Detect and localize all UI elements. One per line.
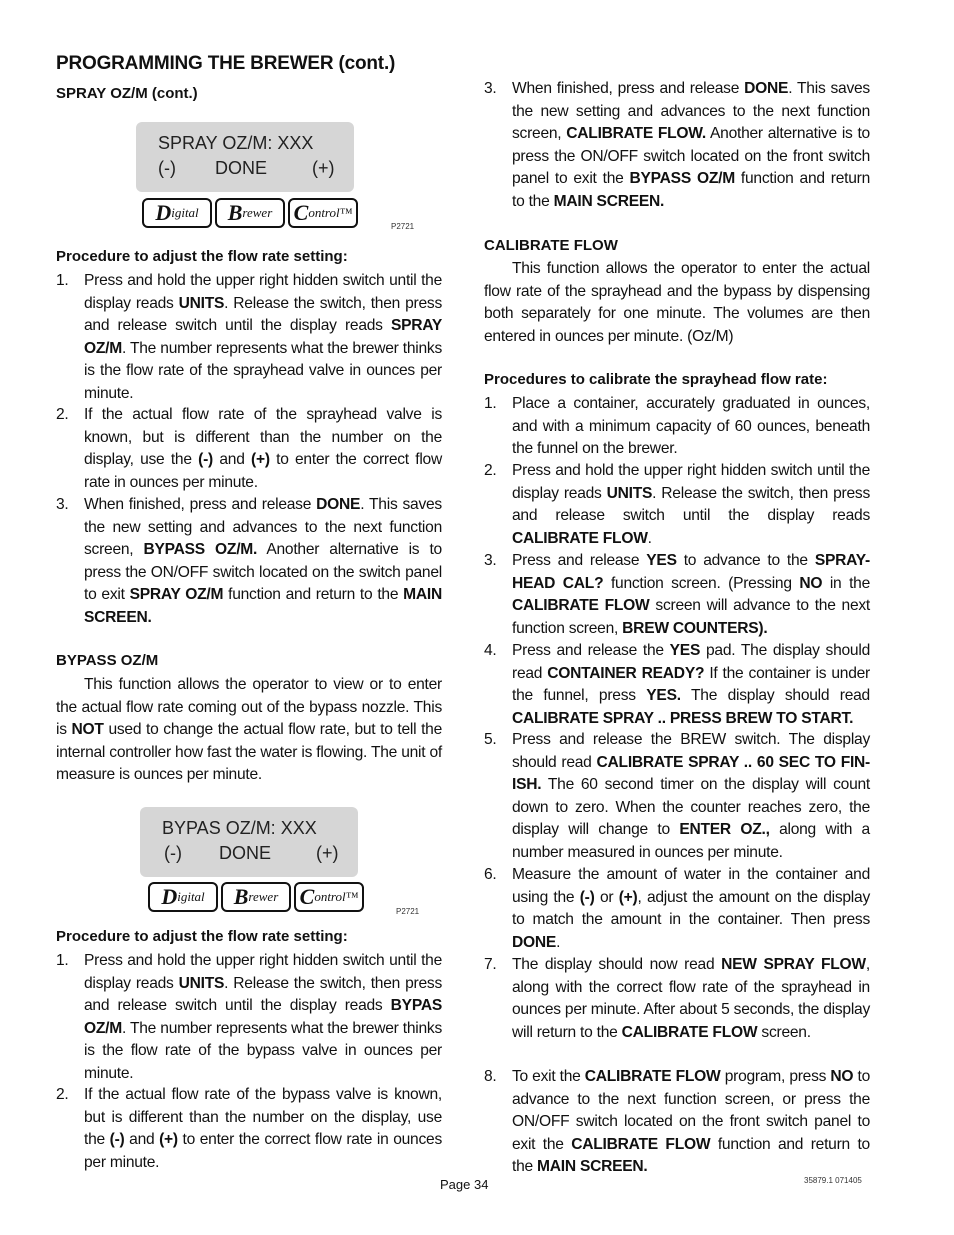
- logo-control: C ontrol™: [288, 198, 358, 228]
- list-item: 3. When finished, press and release DONE. This saves the new setting and advances to the next function screen, CALIBRATE FLOW. Another alternative is to press the ON/OFF switch located on the front switch panel to exit the BYPASS OZ/M function and return to the MAIN SCREEN.: [484, 80, 871, 210]
- logo-digital: D igital: [142, 198, 212, 228]
- lcd-done: DONE: [215, 158, 268, 178]
- lcd-plus: (+): [316, 843, 339, 863]
- procedure-heading: Procedures to calibrate the sprayhead flow rate:: [484, 371, 828, 388]
- lcd-line1: SPRAY OZ/M: XXX: [158, 133, 314, 153]
- list-item: 1. Press and hold the upper right hidden switch until the display reads UNITS. Release the switch, then press and release switch until the display reads BYPAS OZ/M. The number represents what the brewer thinks is the flow rate of the bypass valve in ounces per minute.: [56, 952, 442, 1082]
- bypass-paragraph: This function allows the operator to view or to enter the actual flow rate coming out of the bypass nozzle. This is NOT used to change the actual flow rate, but to tell the internal controller how fast the water is flowing. The unit of measure is ounces per minute.: [56, 676, 443, 783]
- lcd-display-bypass: [140, 807, 358, 877]
- procedure-heading: Procedure to adjust the flow rate setting:: [56, 928, 348, 945]
- list-item: 2. Press and hold the upper right hidden switch until the display reads UNITS. Release the switch, then press and release switch until the display reads CALIBRATE FLOW.: [484, 462, 870, 547]
- figure-code: P2721: [396, 907, 420, 916]
- list-item: 1. Place a container, accurately graduated in ounces, and with a minimum capacity of 60 ounces, beneath the funnel on the brewer.: [484, 395, 870, 457]
- digital-brewer-control-logo: [148, 882, 364, 912]
- page-title: PROGRAMMING THE BREWER (cont.): [56, 53, 396, 74]
- list-item: 3. Press and release YES to advance to the SPRAY-HEAD CAL? function screen. (Pressing NO in the CALIBRATE FLOW screen will advance to the next function screen, BREW COUNTERS).: [484, 552, 871, 637]
- lcd-done: DONE: [219, 843, 272, 863]
- logo-brewer: B rewer: [221, 882, 291, 912]
- logo-brewer: B rewer: [215, 198, 285, 228]
- list-item: 5. Press and release the BREW switch. The display should read CALIBRATE SPRAY .. 60 SEC TO FIN-ISH. The 60 second timer on the display will count down to zero. When the counter reaches zero, the display will change to ENTER OZ., along with a number measured in ounces per minute.: [484, 731, 871, 861]
- page-number: Page 34: [440, 1177, 489, 1192]
- list-item: 6. Measure the amount of water in the container and using the (-) or (+), adjust the amount on the display to match the amount in the container. Then press DONE.: [484, 866, 870, 951]
- calibrate-paragraph: This function allows the operator to enter the actual flow rate of the sprayhead and the bypass by dispensing both separately for one minute. The volumes are then entered in ounces per minute. (Oz/M): [484, 260, 870, 345]
- list-item: 2. If the actual flow rate of the bypass valve is known, but is different than the number on the display, use the (-) and (+) to enter the correct flow rate in ounces per minute.: [56, 1086, 442, 1171]
- digital-brewer-control-logo: [142, 198, 358, 228]
- lcd-minus: (-): [158, 158, 176, 178]
- lcd-display-spray: [136, 122, 354, 192]
- list-item: 1. Press and hold the upper right hidden switch until the display reads UNITS. Release the switch, then press and release switch until the display reads SPRAY OZ/M. The number represents what the brewer thinks is the flow rate of the sprayhead valve in ounces per minute.: [56, 272, 442, 402]
- lcd-plus: (+): [312, 158, 335, 178]
- list-item: 3. When finished, press and release DONE. This saves the new setting and advances to the next function screen, BYPASS OZ/M. Another alternative is to press the ON/OFF switch located on the switch panel to exit SPRAY OZ/M function and return to the MAIN SCREEN.: [56, 496, 443, 626]
- procedure-heading: Procedure to adjust the flow rate setting:: [56, 248, 348, 265]
- list-item: 4. Press and release the YES pad. The display should read CONTAINER READY? If the container is under the funnel, press YES. The display should read CALIBRATE SPRAY .. PRESS BREW TO START.: [484, 642, 870, 727]
- figure-code: P2721: [391, 222, 415, 231]
- list-item: 8. To exit the CALIBRATE FLOW program, press NO to advance to the next function screen, or press the ON/OFF switch located on the front switch panel to exit the CALIBRATE FLOW function and return to the MAIN SCREEN.: [484, 1068, 870, 1175]
- list-item: 7. The display should now read NEW SPRAY FLOW, along with the correct flow rate of the sprayhead in ounces per minute. After about 5 seconds, the display will return to the CALIBRATE FLOW screen.: [484, 956, 870, 1041]
- calibrate-heading: CALIBRATE FLOW: [484, 237, 618, 254]
- logo-control: C ontrol™: [294, 882, 364, 912]
- logo-digital: D igital: [148, 882, 218, 912]
- document-number: 35879.1 071405: [804, 1176, 862, 1185]
- lcd-minus: (-): [164, 843, 182, 863]
- list-item: 2. If the actual flow rate of the sprayhead valve is known, but is different than the number on the display, use the (-) and (+) to enter the correct flow rate in ounces per minute.: [56, 406, 442, 491]
- bypass-heading: BYPASS OZ/M: [56, 652, 159, 669]
- spray-subheading: SPRAY OZ/M (cont.): [56, 85, 198, 102]
- lcd-line1: BYPAS OZ/M: XXX: [162, 818, 317, 838]
